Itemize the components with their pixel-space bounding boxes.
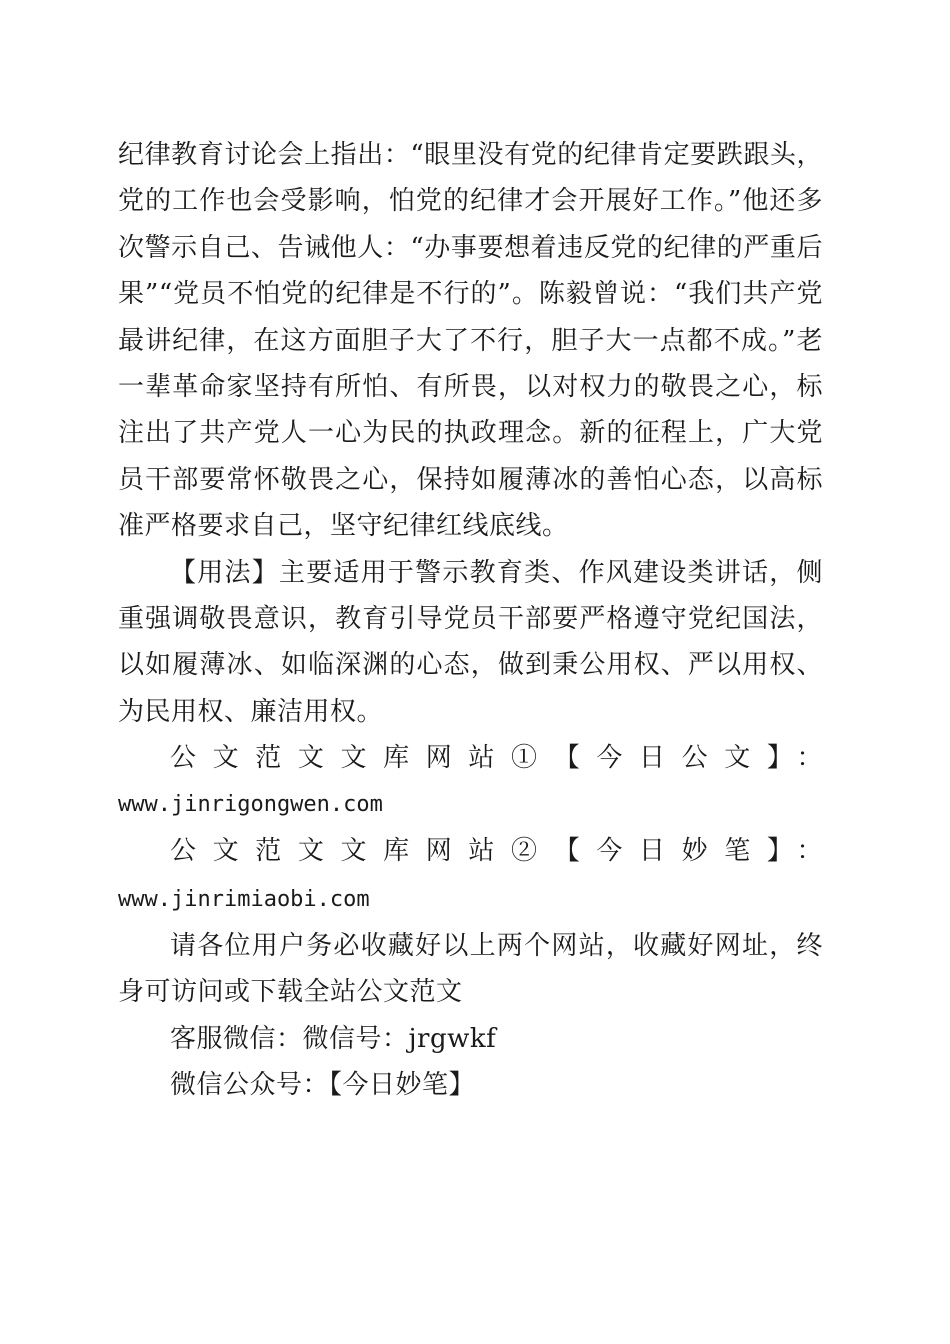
- wechat-official-account: 微信公众号：【今日妙笔】: [170, 1070, 476, 1101]
- site2-line: [118, 828, 823, 923]
- customer-service-wechat: 客服微信：微信号：jrgwkf: [170, 1023, 497, 1054]
- site2-url[interactable]: www.jinrimiaobi.com: [118, 886, 370, 912]
- site2-label: 公文范文文库网站②【今日妙笔】：: [170, 836, 823, 867]
- paragraph-discipline: 纪律教育讨论会上指出：“眼里没有党的纪律肯定要跌跟头，党的工作也会受影响，怕党的纪律才会开展好工作。”他还多次警示自己、告诫他人：“办事要想着违反党的纪律的严重后果”“党员不怕党的纪律是不行的”。陈毅曾说：“我们共产党最讲纪律，在这方面胆子大了不行，胆子大一点都不成。”老一辈革命家坚持有所怕、有所畏，以对权力的敬畏之心，标注出了共产党人一心为民的执政理念。新的征程上，广大党员干部要常怀敬畏之心，保持如履薄冰的善怕心态，以高标准严格要求自己，坚守纪律红线底线。: [118, 140, 823, 542]
- bookmark-notice: 请各位用户务必收藏好以上两个网站，收藏好网址，终身可访问或下载全站公文范文: [118, 930, 823, 1008]
- document-body: [118, 132, 823, 1109]
- site1-url[interactable]: www.jinrigongwen.com: [118, 791, 383, 817]
- site1-label: 公文范文文库网站①【今日公文】：: [170, 743, 823, 774]
- paragraph-usage: 【用法】主要适用于警示教育类、作风建设类讲话，侧重强调敬畏意识，教育引导党员干部要严格遵守党纪国法，以如履薄冰、如临深渊的心态，做到秉公用权、严以用权、为民用权、廉洁用权。: [118, 557, 823, 727]
